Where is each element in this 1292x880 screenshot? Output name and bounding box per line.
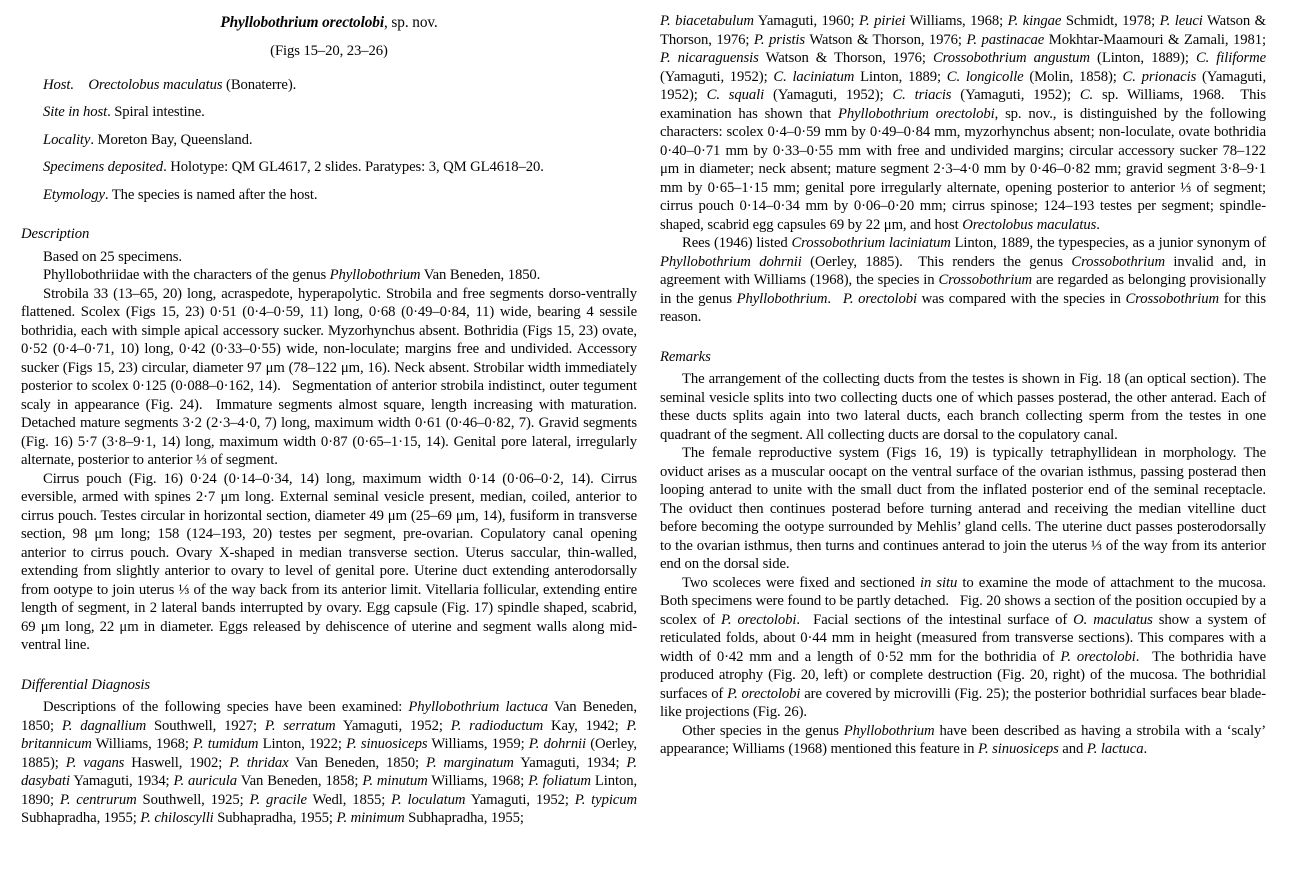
species-title: Phyllobothrium orectolobi, sp. nov. <box>220 14 438 31</box>
remarks-paragraph-2: The female reproductive system (Figs 16, 19) is typically tetraphyllidean in morphology. The oviduct arises as a muscular oocapt on the ventral surface of the ovarian isthmus, passing posterad then looping anterad to unite with the small duct from the inflated posterior end of the seminal receptacle. The oviduct then continues posterad before turning anterad and receiving the median vitelline duct before becoming the ootype surrounded by Mehlis’ gland cells. The uterine duct passes posterodorsally to the ovarian isthmus, then turns and continues anterad to join the uterus ⅓ of the way from its anterior end on the dorsal side. <box>660 445 1266 572</box>
description-paragraph-2: Phyllobothriidae with the characters of the genus Phyllobothrium Van Beneden, 1850. <box>43 267 541 284</box>
remarks-paragraph-1: The arrangement of the collecting ducts from the testes is shown in Fig. 18 (an optical section). The seminal vesicle splits into two collecting ducts one of which passes posterad, the other anterad. Each of these ducts splits again into two lateral ducts, each branch collecting sperm from the testes in one quadrant of the segment. All collecting ducts are dorsal to the copulatory canal. <box>660 371 1266 443</box>
etymology-line: Etymology. The species is named after the host. <box>43 186 318 203</box>
differential-diagnosis-heading: Differential Diagnosis <box>21 676 151 693</box>
host-line: Host. Orectolobus maculatus (Bonaterre). <box>43 77 297 93</box>
description-paragraph-3: Strobila 33 (13–65, 20) long, acraspedote, hyperapolytic. Strobila and free segments dorso-ventrally flattened. Scolex (Figs 15, 23) 0·51 (0·4–0·59, 11) long, 0·68 (0·49–0·84, 11) wide, bearing 4 sessile bothridia, each with simple apical accessory sucker. Myzorhynchus absent. Bothridia (Figs 15, 23) ovate, 0·52 (0·4–0·71, 10) long, 0·42 (0·33–0·55) wide, non-loculate; margins free and undivided. Accessory sucker (Figs 15, 23) circular, diameter 97 μm (78–122 μm, 16). Neck absent. Strobilar width immediately posterior to scolex 0·125 (0·088–0·162, 14). Segmentation of anterior strobila indistinct, outer tegument scaly in appearance (Fig. 24). Immature segments almost square, length increasing with maturation. Detached mature segments 3·2 (2·3–4·0, 7) long, maximum width 0·61 (0·46–0·82, 7). Gravid segments (Fig. 16) 5·7 (3·8–9·1, 14) long, maximum width 0·87 (0·65–1·15, 14). Genital pore lateral, irregularly alternate, posterior to anterior ⅓ of segment. <box>21 285 637 469</box>
left-column <box>21 0 637 828</box>
figure-reference: (Figs 15–20, 23–26) <box>270 42 388 59</box>
right-column <box>660 0 1266 759</box>
locality-line: Locality. Moreton Bay, Queensland. <box>43 131 253 148</box>
remarks-heading: Remarks <box>660 348 711 365</box>
description-paragraph-1: Based on 25 specimens. <box>43 248 182 265</box>
description-heading: Description <box>21 226 90 243</box>
specimens-deposited-line: Specimens deposited. Holotype: QM GL4617, 2 slides. Paratypes: 3, QM GL4618–20. <box>43 159 544 176</box>
front-matter <box>21 72 637 209</box>
differential-diagnosis-paragraph: Descriptions of the following species have been examined: Phyllobothrium lactuca Van Beneden, 1850; P. dagnallium Southwell, 1927; P. serratum Yamaguti, 1952; P. radioductum Kay, 1942; P. britannicum Williams, 1968; P. tumidum Linton, 1922; P. sinuosiceps Williams, 1959; P. dohrnii (Oerley, 1885); P. vagans Haswell, 1902; P. thridax Van Beneden, 1850; P. marginatum Yamaguti, 1934; P. dasybati Yamaguti, 1934; P. auricula Van Beneden, 1858; P. minutum Williams, 1968; P. foliatum Linton, 1890; P. centrurum Southwell, 1925; P. gracile Wedl, 1855; P. loculatum Yamaguti, 1952; P. typicum Subhapradha, 1955; P. chiloscylli Subhapradha, 1955; P. minimum Subhapradha, 1955; <box>21 699 638 827</box>
remarks-paragraph-3: Two scoleces were fixed and sectioned in situ to examine the mode of attachment to the mucosa. Both specimens were found to be partly detached. Fig. 20 shows a section of the position occupied by a scolex of P. orectolobi. Facial sections of the intestinal surface of O. maculatus show a system of reticulated folds, about 0·44 mm in height (measured from transverse sections). This compares with a width of 0·42 mm and a length of 0·52 mm for the bothridia of P. orectolobi. The bothridia have produced atrophy (Fig. 20, left) or complete destruction (Fig. 20, right) of the mucosa. The bothridial surfaces of P. orectolobi are covered by microvilli (Fig. 25); the posterior bothridial surfaces bear blade-like projections (Fig. 26). <box>660 574 1267 720</box>
rees-paragraph: Rees (1946) listed Crossobothrium laciniatum Linton, 1889, the typespecies, as a junior synonym of Phyllobothrium dohrnii (Oerley, 1885). This renders the genus Crossobothrium invalid and, in agreement with Williams (1968), the species in Crossobothrium are regarded as belonging provisionally in the genus Phyllobothrium. P. orectolobi was compared with the species in Crossobothrium for this reason. <box>660 235 1266 325</box>
remarks-paragraph-4: Other species in the genus Phyllobothrium have been described as having a strobila with a ‘scaly’ appearance; Williams (1968) mentioned this feature in P. sinuosiceps and P. lactuca. <box>660 722 1266 757</box>
site-in-host-line: Site in host. Spiral intestine. <box>43 104 205 121</box>
description-paragraph-4: Cirrus pouch (Fig. 16) 0·24 (0·14–0·34, 14) long, maximum width 0·14 (0·06–0·2, 14). Cirrus eversible, armed with spines 2·7 μm long. External seminal vesicle present, median, coiled, anterior to cirrus pouch. Testes circular in horizontal section, diameter 49 μm (25–69 μm, 14), fusiform in transverse section, 98 μm long; 158 (124–193, 20) testes per segment, pre-ovarian. Copulatory canal opening anterior to cirrus pouch. Ovary X-shaped in median transverse section. Uterus saccular, thin-walled, extending from slightly anterior to ovary to level of genital pore. Uterine duct extending anterodorsally from ootype to join uterus ⅓ of the way back from its anterior limit. Vitellaria follicular, extending entire length of segment, in 2 lateral bands interrupted by ovary. Egg capsule (Fig. 17) spindle shaped, scabrid, 69 μm long, 22 μm in diameter. Eggs released by dehiscence of uterine and segment walls along mid-ventral line. <box>21 470 637 654</box>
differential-diagnosis-continuation: P. biacetabulum Yamaguti, 1960; P. piriei Williams, 1968; P. kingae Schmidt, 1978; P. leuci Watson & Thorson, 1976; P. pristis Watson & Thorson, 1976; P. pastinacae Mokhtar-Maamouri & Zamali, 1981; P. nicaraguensis Watson & Thorson, 1976; Crossobothrium angustum (Linton, 1889); C. filiforme (Yamaguti, 1952); C. laciniatum Linton, 1889; C. longicolle (Molin, 1858); C. prionacis (Yamaguti, 1952); C. squali (Yamaguti, 1952); C. triacis (Yamaguti, 1952); C. sp. Williams, 1968. This examination has shown that Phyllobothrium orectolobi, sp. nov., is distinguished by the following characters: scolex 0·4–0·59 mm by 0·49–0·84 mm, myzorhynchus absent; non-loculate, ovate bothridia 0·40–0·71 mm by 0·33–0·55 mm with free and undivided margins; circular accessory sucker 78–122 μm in diameter; neck absent; mature segment 2·3–4·0 mm by 0·46–0·82 mm; gravid segment 3·8–9·1 mm by 0·65–1·15 mm; genital pore irregularly alternate, opening posterior to anterior ⅓ of segment; cirrus pouch 0·14–0·34 mm by 0·06–0·20 mm; cirrus spinose; 124–193 testes per segment; spindle-shaped, scabrid egg capsules 69 by 22 μm, and host Orectolobus maculatus. <box>660 13 1267 233</box>
